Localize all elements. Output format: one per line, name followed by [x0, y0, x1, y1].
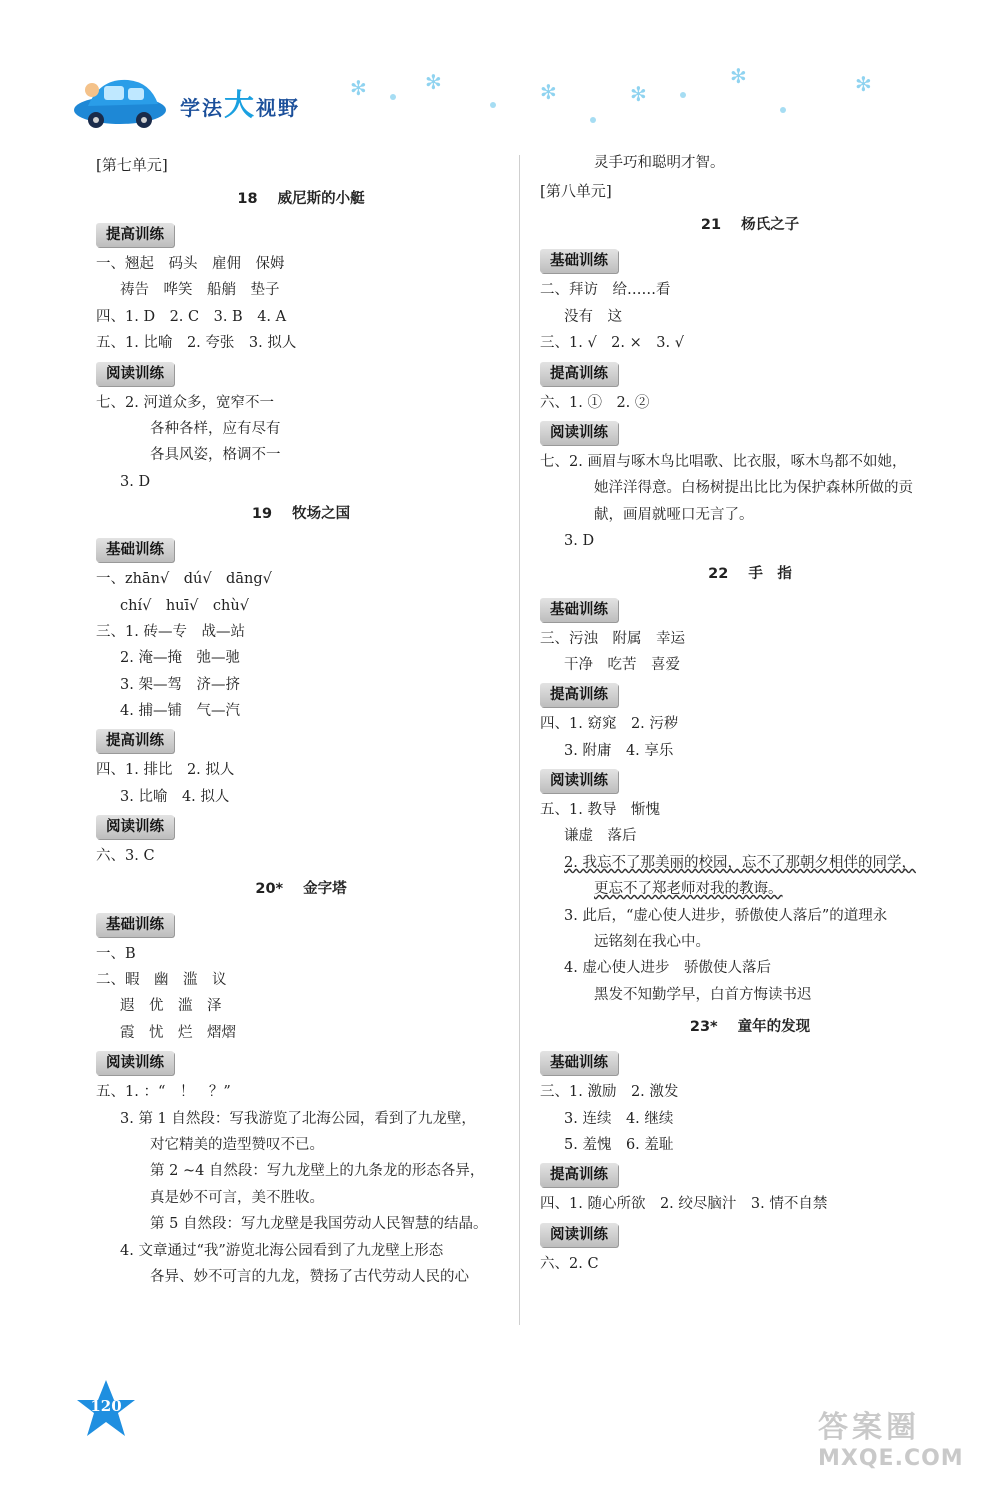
answer-line: [96, 330, 506, 356]
answer-line: [96, 593, 506, 619]
decor-dot: [590, 117, 596, 123]
lesson-number: 23*: [689, 1019, 718, 1036]
lesson-title: [96, 870, 506, 908]
decor-dot: [390, 94, 396, 100]
section-label: 阅读训练: [96, 1051, 174, 1075]
page-header: [70, 62, 930, 132]
answer-text: 3. 此后，“虚心使人进步，骄傲使人落后”的道理永: [564, 907, 888, 924]
answer-line: [540, 626, 960, 652]
section-label-row: [540, 593, 960, 626]
lesson-number: 18: [237, 191, 258, 207]
answer-text: 对它精美的造型赞叹不已。: [150, 1136, 324, 1153]
answer-text: 霞 忧 烂 熠熠: [120, 1024, 236, 1041]
decor-dot: [680, 92, 686, 98]
answer-text: 3. 比喻 4. 拟人: [120, 788, 230, 805]
answer-text: 2. 淹—掩 弛—驰: [120, 650, 240, 667]
answer-line: [96, 1211, 506, 1237]
answer-line: [540, 1079, 960, 1105]
answer-line: [540, 330, 960, 356]
answer-text: 2. 我忘不了那美丽的校园，忘不了那朝夕相伴的同学，: [564, 854, 916, 871]
answer-text: 各具风姿，格调不一: [150, 447, 281, 464]
answer-line: [96, 645, 506, 671]
answer-line: [96, 619, 506, 645]
answer-text: 4. 捕—铺 气—汽: [120, 703, 240, 720]
answer-text: 四、1. D 2. C 3. B 4. A: [96, 308, 287, 325]
answer-text: 遐 优 滥 泽: [120, 998, 222, 1015]
answer-line: [540, 475, 960, 501]
answer-line: [540, 1132, 960, 1158]
answer-text: 四、1. 排比 2. 拟人: [96, 762, 235, 779]
answer-line: [96, 566, 506, 592]
answer-text: 远铭刻在我心中。: [594, 934, 710, 951]
snowflake-icon: ✻: [350, 76, 367, 100]
lesson-number: 22: [708, 565, 729, 582]
answer-line: [96, 784, 506, 810]
section-label: 提高训练: [96, 729, 174, 753]
section-label-row: [96, 357, 506, 390]
answer-text: 五、1. 教导 惭愧: [540, 802, 660, 819]
answer-text: 各异、妙不可言的九龙，赞扬了古代劳动人民的心: [150, 1268, 469, 1285]
answer-text: 更忘不了郑老师对我的教诲。: [594, 881, 783, 898]
section-label-row: [540, 416, 960, 449]
answer-text: 七、2. 河道众多，宽窄不一: [96, 394, 274, 411]
answer-line: [540, 652, 960, 678]
answer-text: 第 5 自然段：写九龙壁是我国劳动人民智慧的结晶。: [150, 1216, 488, 1233]
answer-line: [96, 698, 506, 724]
answer-text: 第 2 ~4 自然段：写九龙壁上的九条龙的形态各异，: [150, 1163, 485, 1180]
watermark-url: MXQE.COM: [818, 1446, 964, 1471]
section-label-row: [540, 1218, 960, 1251]
answer-line: [540, 390, 960, 416]
section-label-row: [540, 1158, 960, 1191]
left-column: [96, 150, 506, 1290]
snowflake-icon: ✻: [855, 72, 872, 96]
lesson-title: [540, 1008, 960, 1046]
answer-line: [540, 929, 960, 955]
column-divider: [519, 155, 520, 1325]
answer-line: [96, 251, 506, 277]
answer-line: [96, 277, 506, 303]
answer-text: 四、1. 随心所欲 2. 绞尽脑汁 3. 情不自禁: [540, 1196, 828, 1213]
section-label-row: [96, 810, 506, 843]
answer-text: 一、翘起 码头 雇佣 保姆: [96, 256, 285, 272]
lesson-number: 19: [251, 506, 273, 523]
section-label: 阅读训练: [96, 815, 174, 839]
answer-line: [540, 738, 960, 764]
answer-text: 真是妙不可言，美不胜收。: [150, 1189, 324, 1206]
answer-text: 各种各样，应有尽有: [150, 420, 281, 437]
answer-text: 3. 第 1 自然段：写我游览了北海公园，看到了九龙壁，: [120, 1110, 476, 1127]
section-label-row: [96, 218, 506, 251]
answer-line: [540, 850, 960, 876]
lesson-title: [540, 555, 960, 593]
answer-text: 3. D: [564, 533, 595, 550]
answer-line: [96, 757, 506, 783]
answer-line: [96, 967, 506, 993]
answer-text: 3. D: [120, 473, 151, 490]
answer-line: [540, 823, 960, 849]
answer-text: 七、2. 画眉与啄木鸟比唱歌、比衣服，啄木鸟都不如她，: [540, 453, 907, 470]
answer-text: 一、B: [96, 945, 136, 962]
answer-line: [540, 304, 960, 330]
section-label-row: [96, 908, 506, 941]
answer-line: [96, 390, 506, 416]
decor-dot: [780, 107, 786, 113]
section-label-row: [96, 533, 506, 566]
answer-text: 灵手巧和聪明才智。: [594, 155, 725, 171]
snowflake-icon: ✻: [540, 80, 557, 104]
answer-text: 二、拜访 给……看: [540, 282, 671, 299]
section-label-row: [540, 678, 960, 711]
answer-text: 二、暇 幽 滥 议: [96, 972, 227, 989]
section-label: 阅读训练: [540, 421, 618, 445]
answer-line: [540, 277, 960, 303]
answer-text: 六、2. C: [540, 1255, 599, 1272]
answer-line: [96, 843, 506, 869]
section-label: 基础训练: [540, 249, 618, 273]
answer-line: [540, 797, 960, 823]
decor-dot: [490, 102, 496, 108]
lesson-name: 童年的发现: [737, 1019, 811, 1036]
answer-line: [96, 442, 506, 468]
answer-text: 祷告 哗笑 船艄 垫子: [120, 282, 280, 299]
answer-text: 三、1. 激励 2. 激发: [540, 1084, 679, 1101]
answer-line: [540, 502, 960, 528]
answer-line: [540, 955, 960, 981]
answer-text: 五、1. 比喻 2. 夸张 3. 拟人: [96, 335, 297, 352]
section-label: 提高训练: [96, 223, 174, 247]
answer-text: 黑发不知勤学早，白首方悔读书迟: [594, 986, 812, 1003]
answer-text: 4. 虚心使人进步 骄傲使人落后: [564, 960, 771, 977]
answer-text: 3. 连续 4. 继续: [564, 1110, 674, 1127]
answer-text: 没有 这: [564, 308, 622, 325]
lesson-name: 金字塔: [303, 880, 347, 897]
section-label: 基础训练: [96, 538, 174, 562]
lesson-title: [96, 495, 506, 533]
answer-line: [540, 876, 960, 902]
section-label-row: [540, 244, 960, 277]
page-number-badge: [75, 1378, 137, 1440]
answer-text: 干净 吃苦 喜爱: [564, 656, 680, 673]
answer-text: 5. 羞愧 6. 羞耻: [564, 1136, 674, 1153]
answer-text: 3. 附庸 4. 享乐: [564, 742, 674, 759]
lesson-title: [96, 180, 506, 218]
answer-line: [96, 1020, 506, 1046]
answer-text: 五、1. ：“ ！ ？”: [96, 1084, 231, 1101]
section-label: 基础训练: [540, 598, 618, 622]
answer-text: 三、1. √ 2. × 3. √: [540, 335, 684, 352]
section-label: 阅读训练: [540, 769, 618, 793]
answer-line: [96, 469, 506, 495]
answer-text: 三、1. 砖—专 战—站: [96, 623, 245, 640]
answer-text: chí√ huī√ chù√: [120, 597, 249, 614]
lesson-title: [540, 206, 960, 244]
snowflake-icon: ✻: [730, 64, 747, 88]
answer-line: [96, 1185, 506, 1211]
answer-line: [540, 449, 960, 475]
answer-text: 一、zhān√ dú√ dāng√: [96, 571, 272, 588]
answer-line: [540, 711, 960, 737]
answer-line: [96, 993, 506, 1019]
answer-text: 三、污浊 附属 幸运: [540, 630, 685, 647]
lesson-name: 手 指: [748, 565, 792, 582]
answer-line: [96, 1158, 506, 1184]
answer-line: [96, 1106, 506, 1132]
answer-line: [540, 150, 960, 176]
section-label-row: [540, 357, 960, 390]
answer-line: [96, 304, 506, 330]
right-column: [540, 150, 960, 1277]
section-label: 基础训练: [96, 913, 174, 937]
answer-line: [96, 672, 506, 698]
watermark-title: 答案圈: [818, 1410, 920, 1445]
watermark: [818, 1402, 988, 1480]
logo-text: 学法大视野: [180, 88, 300, 123]
section-label-row: [540, 1046, 960, 1079]
section-label: 阅读训练: [96, 362, 174, 386]
section-label: 提高训练: [540, 362, 618, 386]
answer-text: 六、3. C: [96, 848, 155, 865]
answer-line: [96, 1264, 506, 1290]
lesson-number: 21: [700, 217, 722, 234]
unit-heading: [第七单元]: [96, 156, 168, 174]
answer-text: 她洋洋得意。白杨树提出比比为保护森林所做的贡: [594, 480, 913, 497]
section-label: 提高训练: [540, 1163, 618, 1187]
answer-line: [96, 1079, 506, 1105]
answer-text: 四、1. 窈窕 2. 污秽: [540, 716, 679, 733]
answer-text: 3. 架—驾 济—挤: [120, 676, 240, 693]
answer-line: [540, 528, 960, 554]
snowflake-icon: ✻: [630, 82, 647, 106]
answer-line: [96, 941, 506, 967]
answer-line: [540, 982, 960, 1008]
unit-heading: [第八单元]: [540, 182, 612, 201]
answer-line: [540, 1251, 960, 1277]
answer-text: 谦虚 落后: [564, 828, 637, 845]
lesson-number: 20*: [255, 880, 284, 897]
section-label-row: [96, 1046, 506, 1079]
answer-line: [540, 1106, 960, 1132]
section-label: 提高训练: [540, 683, 618, 707]
lesson-name: 杨氏之子: [741, 217, 800, 234]
section-label: 阅读训练: [540, 1223, 618, 1247]
lesson-name: 牧场之国: [292, 506, 351, 523]
section-label: 基础训练: [540, 1051, 618, 1075]
car-logo-icon: [70, 70, 170, 130]
snowflake-icon: ✻: [425, 70, 442, 94]
answer-line: [96, 1132, 506, 1158]
answer-text: 献，画眉就哑口无言了。: [594, 506, 754, 523]
answer-line: [540, 903, 960, 929]
answer-line: [96, 1238, 506, 1264]
section-label-row: [540, 764, 960, 797]
answer-text: 六、1. ① 2. ②: [540, 394, 650, 411]
page-number: 120: [90, 1397, 122, 1415]
answer-line: [96, 416, 506, 442]
answer-line: [540, 1191, 960, 1217]
lesson-name: 威尼斯的小艇: [277, 191, 365, 207]
section-label-row: [96, 724, 506, 757]
answer-text: 4. 文章通过“我”游览北海公园看到了九龙壁上形态: [120, 1242, 444, 1259]
